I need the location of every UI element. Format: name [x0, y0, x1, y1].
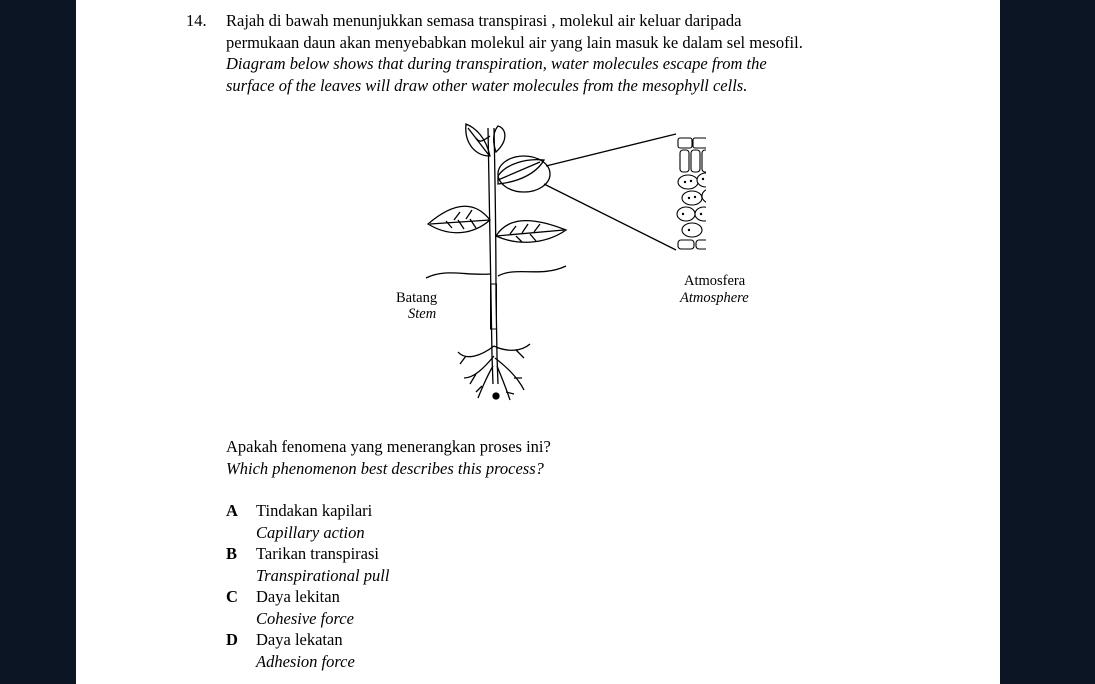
stem-label-english: Stem [408, 306, 437, 322]
option-letter: C [226, 587, 238, 606]
stem-english-line-1: Diagram below shows that during transpiration, water molecules escape from the [226, 54, 767, 73]
stem-malay-line-2: permukaan daun akan menyebabkan molekul air yang lain masuk ke dalam sel mesofil. [226, 32, 803, 52]
stem-label-malay: Batang [396, 290, 438, 306]
option-text-english: Cohesive force [256, 608, 354, 628]
option-b[interactable] [226, 543, 389, 586]
question-stem [226, 10, 926, 96]
option-d[interactable] [226, 629, 389, 672]
leaf-cross-section-illustration [676, 134, 706, 266]
option-letter: A [226, 501, 238, 520]
option-text-malay: Daya lekatan [256, 630, 343, 649]
document-page [76, 0, 1000, 684]
option-letter: B [226, 544, 238, 563]
option-text-malay: Daya lekitan [256, 587, 340, 606]
option-text-english: Adhesion force [256, 651, 355, 671]
prompt-malay: Apakah fenomena yang menerangkan proses ini? [226, 437, 551, 456]
prompt-english: Which phenomenon best describes this process? [226, 459, 544, 478]
stem-english-line-2: surface of the leaves will draw other water molecules from the mesophyll cells. [226, 75, 748, 95]
option-text-english: Capillary action [256, 522, 365, 542]
option-c[interactable] [226, 586, 389, 629]
question-prompt [226, 436, 551, 480]
option-letter: D [226, 630, 238, 649]
plant-and-leaf-section-illustration [406, 116, 706, 416]
option-a[interactable] [226, 500, 389, 543]
option-text-malay: Tarikan transpirasi [256, 544, 380, 563]
answer-options [226, 500, 389, 672]
option-text-english: Transpirational pull [256, 565, 390, 585]
option-text-malay: Tindakan kapilari [256, 501, 373, 520]
atmosphere-label-english: Atmosphere [680, 290, 749, 306]
plant-illustration [426, 124, 676, 400]
stem-malay-line-1: Rajah di bawah menunjukkan semasa transpirasi , molekul air keluar daripada [226, 11, 742, 30]
transpiration-diagram [396, 116, 749, 416]
atmosphere-label-malay: Atmosfera [684, 273, 746, 289]
question-number: 14. [186, 11, 207, 30]
